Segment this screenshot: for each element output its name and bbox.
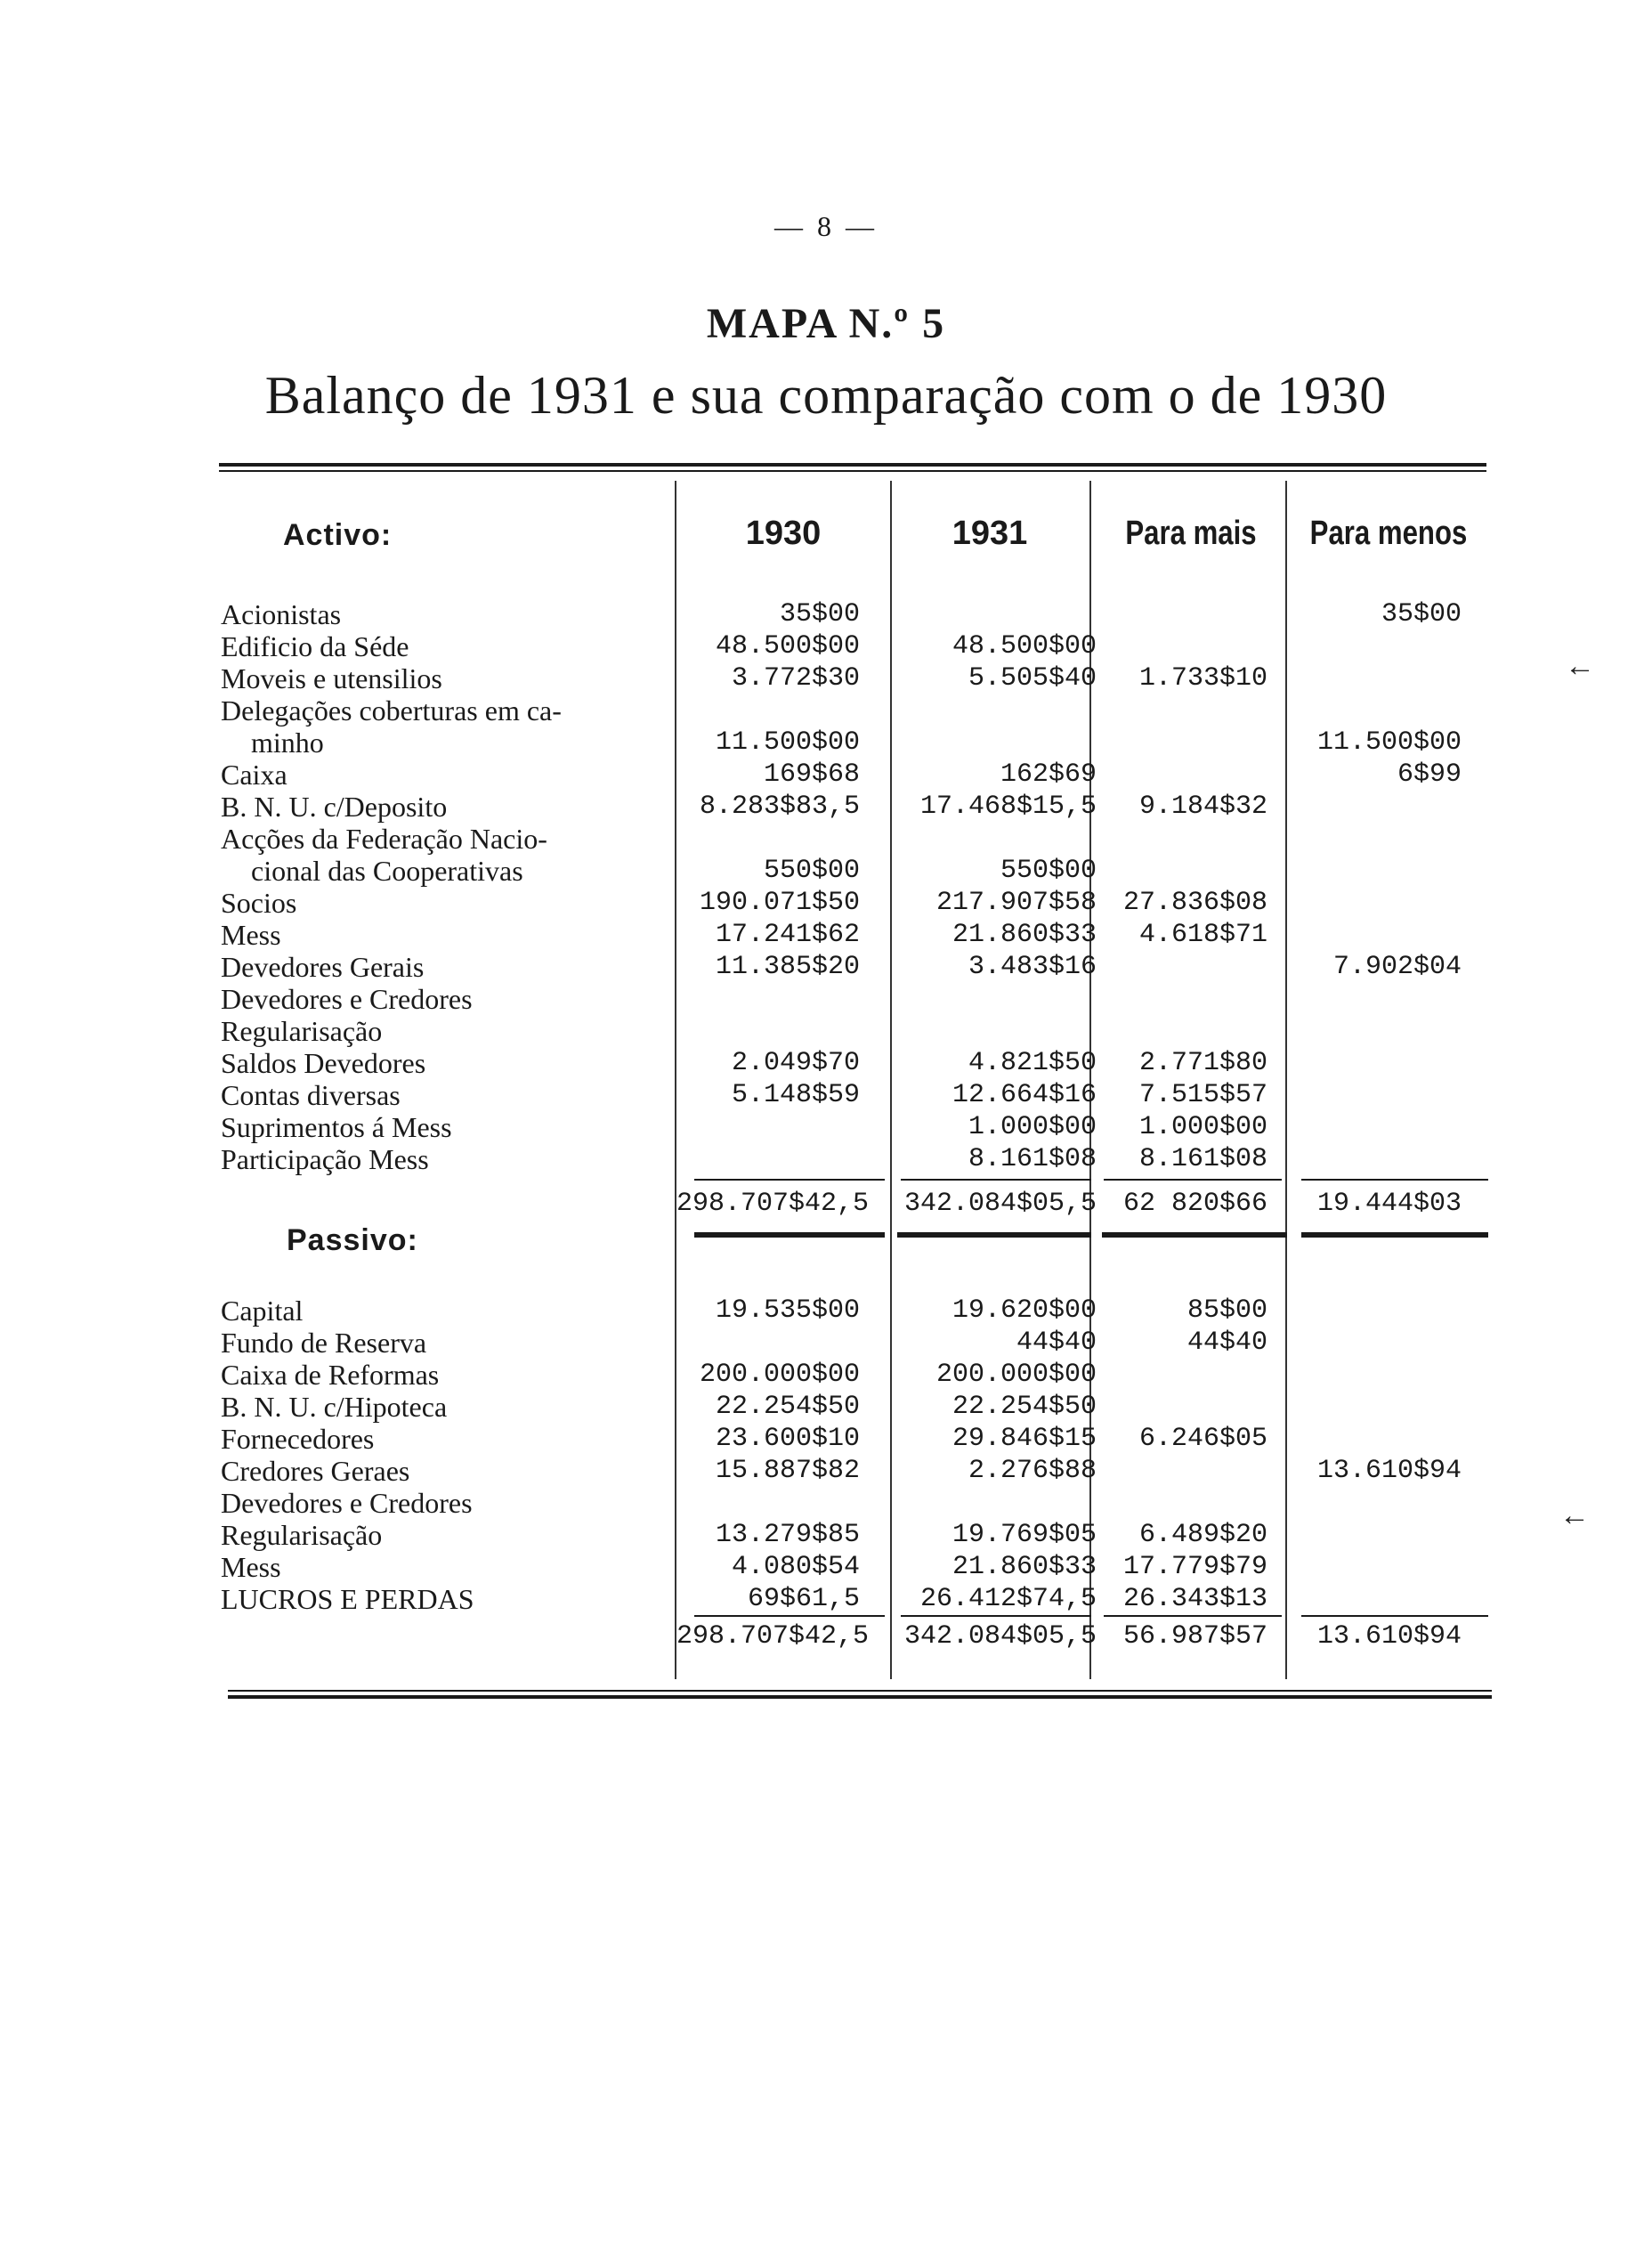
activo-row — [0, 727, 1652, 759]
cell-y1930: 5.148$59 — [731, 1080, 860, 1110]
activo-row — [0, 887, 1652, 919]
cell-y1931: 17.468$15,5 — [919, 792, 1097, 822]
passivo-row — [0, 1391, 1652, 1423]
cell-y1930: 11.385$20 — [715, 952, 860, 982]
cell-y1931: 3.483$16 — [968, 952, 1097, 982]
activo-row — [0, 1111, 1652, 1143]
cell-y1930: 17.241$62 — [715, 920, 860, 950]
passivo-row — [0, 1455, 1652, 1487]
cell-y1930: 3.772$30 — [731, 663, 860, 694]
subtotal-rule — [901, 1615, 1091, 1617]
activo-heading: Activo: — [283, 518, 393, 552]
column-header-1931: 1931 — [952, 515, 1028, 552]
cell-y1931: 162$69 — [1000, 759, 1097, 790]
row-label: minho — [251, 727, 324, 759]
cell-y1931: 217.907$58 — [935, 888, 1097, 918]
subtitle: Balanço de 1931 e sua comparação com o de 1930 — [264, 366, 1388, 425]
activo-row — [0, 1047, 1652, 1079]
cell-y1930: 22.254$50 — [715, 1392, 860, 1422]
cell-mais: 7.515$57 — [1138, 1080, 1267, 1110]
cell-y1930: 35$00 — [779, 599, 860, 629]
subtotal-rule — [1301, 1615, 1488, 1617]
activo-row — [0, 983, 1652, 1015]
cell-menos: 7.902$04 — [1332, 952, 1462, 982]
cell-y1930: 169$68 — [763, 759, 860, 790]
cell-y1931: 44$40 — [1016, 1327, 1097, 1358]
activo-row — [0, 855, 1652, 887]
column-header-para-menos: Para menos — [1309, 515, 1468, 552]
passivo-total-mais: 56.987$57 — [1122, 1621, 1267, 1652]
row-label: Regularisação — [221, 1015, 383, 1047]
margin-mark: ← — [1565, 650, 1595, 683]
passivo-row — [0, 1519, 1652, 1551]
activo-row — [0, 823, 1652, 855]
cell-y1931: 26.412$74,5 — [919, 1584, 1097, 1614]
bottom-rule-thick — [228, 1695, 1492, 1699]
activo-total-menos: 19.444$03 — [1316, 1189, 1462, 1219]
activo-total-1930: 298.707$42,5 — [676, 1189, 870, 1219]
cell-y1930: 190.071$50 — [699, 888, 860, 918]
row-label: cional das Cooperativas — [251, 855, 523, 887]
row-label: Saldos Devedores — [221, 1047, 426, 1079]
cell-mais: 9.184$32 — [1138, 792, 1267, 822]
row-label: Contas diversas — [221, 1079, 401, 1111]
row-label: Acções da Federação Nacio- — [221, 823, 547, 855]
cell-y1930: 19.535$00 — [715, 1295, 860, 1326]
row-label: Participação Mess — [221, 1143, 429, 1175]
cell-y1930: 4.080$54 — [731, 1552, 860, 1582]
activo-row — [0, 919, 1652, 951]
cell-menos: 13.610$94 — [1316, 1456, 1462, 1486]
cell-y1930: 48.500$00 — [715, 631, 860, 662]
cell-y1930: 13.279$85 — [715, 1520, 860, 1550]
activo-row — [0, 791, 1652, 823]
row-label: LUCROS E PERDAS — [221, 1583, 474, 1615]
activo-total-1931: 342.084$05,5 — [903, 1189, 1097, 1219]
subtotal-rule — [694, 1615, 885, 1617]
passivo-row — [0, 1359, 1652, 1391]
bottom-rule-thin — [228, 1690, 1492, 1692]
subtotal-rule — [901, 1179, 1091, 1181]
row-label: B. N. U. c/Deposito — [221, 791, 448, 823]
margin-mark: ← — [1559, 1499, 1590, 1532]
column-header-1930: 1930 — [745, 515, 822, 552]
row-label: B. N. U. c/Hipoteca — [221, 1391, 448, 1423]
cell-mais: 4.618$71 — [1138, 920, 1267, 950]
row-label: Devedores Gerais — [221, 951, 425, 983]
row-label: Delegações coberturas em ca- — [221, 694, 562, 727]
cell-mais: 2.771$80 — [1138, 1048, 1267, 1078]
activo-row — [0, 1079, 1652, 1111]
cell-y1930: 200.000$00 — [699, 1360, 860, 1390]
row-label: Credores Geraes — [221, 1455, 410, 1487]
cell-mais: 6.489$20 — [1138, 1520, 1267, 1550]
row-label: Caixa — [221, 759, 287, 791]
cell-mais: 44$40 — [1186, 1327, 1267, 1358]
cell-y1931: 21.860$33 — [952, 1552, 1097, 1582]
cell-y1930: 11.500$00 — [715, 727, 860, 758]
cell-y1930: 550$00 — [763, 856, 860, 886]
cell-mais: 26.343$13 — [1122, 1584, 1267, 1614]
passivo-row — [0, 1295, 1652, 1327]
row-label: Caixa de Reformas — [221, 1359, 440, 1391]
row-label: Fundo de Reserva — [221, 1327, 427, 1359]
activo-total-mais: 62 820$66 — [1122, 1189, 1267, 1219]
passivo-total-1930: 298.707$42,5 — [676, 1621, 870, 1652]
cell-y1931: 200.000$00 — [935, 1360, 1097, 1390]
row-label: Edificio da Séde — [221, 630, 409, 662]
cell-y1931: 19.620$00 — [952, 1295, 1097, 1326]
cell-y1931: 4.821$50 — [968, 1048, 1097, 1078]
row-label: Suprimentos á Mess — [221, 1111, 452, 1143]
passivo-row — [0, 1583, 1652, 1615]
cell-y1930: 69$61,5 — [747, 1584, 860, 1614]
passivo-row — [0, 1423, 1652, 1455]
page-number: — 8 — — [774, 210, 878, 242]
cell-mais: 6.246$05 — [1138, 1424, 1267, 1454]
row-label: Fornecedores — [221, 1423, 375, 1455]
total-rule-thick — [1102, 1232, 1287, 1238]
cell-y1931: 12.664$16 — [952, 1080, 1097, 1110]
passivo-total-menos: 13.610$94 — [1316, 1621, 1462, 1652]
cell-y1930: 8.283$83,5 — [699, 792, 860, 822]
activo-total-row — [0, 1188, 1652, 1220]
top-rule-thick — [219, 463, 1486, 467]
activo-row — [0, 694, 1652, 727]
passivo-row — [0, 1551, 1652, 1583]
cell-y1931: 21.860$33 — [952, 920, 1097, 950]
cell-y1930: 2.049$70 — [731, 1048, 860, 1078]
cell-y1931: 2.276$88 — [968, 1456, 1097, 1486]
cell-menos: 35$00 — [1381, 599, 1462, 629]
total-rule-thick — [1301, 1232, 1488, 1238]
passivo-total-row — [0, 1620, 1652, 1652]
row-label: Moveis e utensilios — [221, 662, 442, 694]
cell-menos: 6$99 — [1397, 759, 1462, 790]
total-rule-thick — [897, 1232, 1091, 1238]
row-label: Regularisação — [221, 1519, 383, 1551]
cell-y1931: 5.505$40 — [968, 663, 1097, 694]
cell-y1931: 8.161$08 — [968, 1144, 1097, 1174]
subtotal-rule — [694, 1179, 885, 1181]
activo-row — [0, 598, 1652, 630]
cell-y1931: 48.500$00 — [952, 631, 1097, 662]
passivo-row — [0, 1487, 1652, 1519]
cell-mais: 8.161$08 — [1138, 1144, 1267, 1174]
passivo-heading: Passivo: — [287, 1223, 418, 1257]
cell-y1930: 15.887$82 — [715, 1456, 860, 1486]
row-label: Devedores e Credores — [221, 1487, 473, 1519]
cell-mais: 17.779$79 — [1122, 1552, 1267, 1582]
cell-y1930: 23.600$10 — [715, 1424, 860, 1454]
activo-row — [0, 1143, 1652, 1175]
column-header-para-mais: Para mais — [1125, 515, 1257, 552]
cell-y1931: 1.000$00 — [968, 1112, 1097, 1142]
row-label: Socios — [221, 887, 297, 919]
cell-y1931: 19.769$05 — [952, 1520, 1097, 1550]
row-label: Mess — [221, 919, 281, 951]
row-label: Mess — [221, 1551, 281, 1583]
activo-row — [0, 759, 1652, 791]
row-label: Devedores e Credores — [221, 983, 473, 1015]
activo-row — [0, 1015, 1652, 1047]
total-rule-thick — [694, 1232, 885, 1238]
subtotal-rule — [1301, 1179, 1488, 1181]
cell-mais: 1.000$00 — [1138, 1112, 1267, 1142]
cell-y1931: 22.254$50 — [952, 1392, 1097, 1422]
subtotal-rule — [1104, 1615, 1282, 1617]
activo-row — [0, 630, 1652, 662]
cell-y1931: 29.846$15 — [952, 1424, 1097, 1454]
activo-row — [0, 662, 1652, 694]
top-rule-thin — [219, 470, 1486, 472]
row-label: Acionistas — [221, 598, 342, 630]
cell-y1931: 550$00 — [1000, 856, 1097, 886]
activo-row — [0, 951, 1652, 983]
row-label: Capital — [221, 1295, 304, 1327]
cell-mais: 27.836$08 — [1122, 888, 1267, 918]
passivo-row — [0, 1327, 1652, 1359]
subtotal-rule — [1104, 1179, 1282, 1181]
cell-mais: 85$00 — [1186, 1295, 1267, 1326]
map-title: MAPA N.º 5 — [706, 300, 946, 347]
passivo-total-1931: 342.084$05,5 — [903, 1621, 1097, 1652]
cell-menos: 11.500$00 — [1316, 727, 1462, 758]
cell-mais: 1.733$10 — [1138, 663, 1267, 694]
